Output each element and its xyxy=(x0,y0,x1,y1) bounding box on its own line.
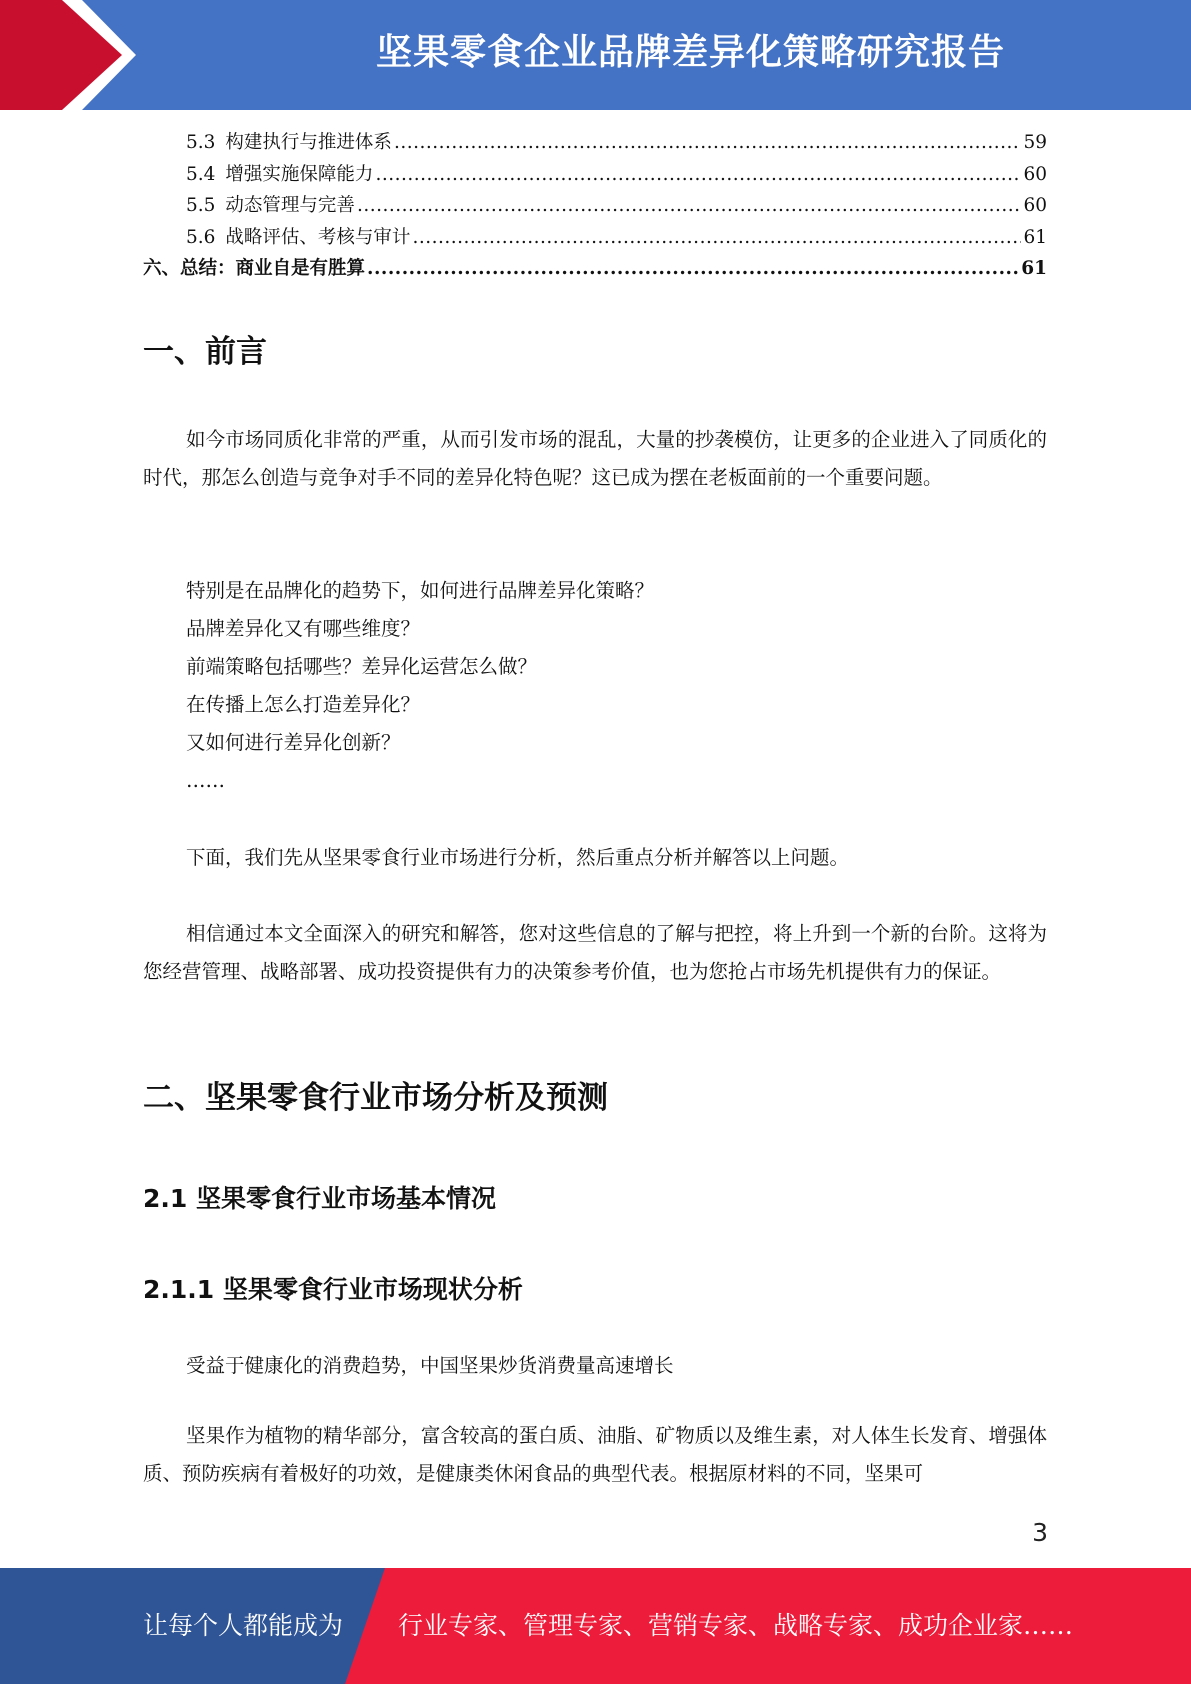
toc-entry-number: 5.6 xyxy=(186,226,216,248)
toc-leader-dots xyxy=(412,227,1021,248)
question-item: 特别是在品牌化的趋势下，如何进行品牌差异化策略？ xyxy=(186,579,655,602)
toc-entry-page: 61 xyxy=(1023,226,1047,248)
question-item: 在传播上怎么打造差异化？ xyxy=(186,693,421,716)
toc-entry-page: 59 xyxy=(1023,132,1047,153)
toc-entry-page: 60 xyxy=(1023,163,1047,185)
toc-leader-dots xyxy=(375,164,1021,185)
market-paragraph-2 xyxy=(143,1417,1047,1493)
table-of-contents xyxy=(143,128,1047,286)
toc-entry-number: 5.3 xyxy=(186,132,216,153)
toc-entry-label: 战略评估、考核与审计 xyxy=(225,226,411,248)
toc-entry-number: 5.5 xyxy=(186,195,216,216)
question-item: 又如何进行差异化创新？ xyxy=(186,731,401,754)
toc-entry[interactable] xyxy=(143,223,1047,255)
preface-paragraph-1 xyxy=(143,421,1047,497)
toc-entry[interactable] xyxy=(143,160,1047,192)
preface-paragraph-2 xyxy=(143,839,1047,877)
toc-entry-number: 5.4 xyxy=(186,163,216,185)
toc-leader-dots xyxy=(394,132,1022,153)
subsection-heading-2-1 xyxy=(143,1179,1047,1215)
section-preface xyxy=(143,326,1047,371)
toc-leader-dots xyxy=(357,195,1022,216)
preface-paragraph-3 xyxy=(143,915,1047,991)
toc-entry-label: 增强实施保障能力 xyxy=(225,163,374,185)
subsection-heading: 2.1 坚果零食行业市场基本情况 xyxy=(143,1184,496,1213)
question-item: 前端策略包括哪些？差异化运营怎么做？ xyxy=(186,655,538,678)
subsection-heading-2-1-1 xyxy=(143,1270,1047,1306)
header-banner xyxy=(0,0,1191,110)
section-heading: 二、坚果零食行业市场分析及预测 xyxy=(143,1080,608,1116)
market-paragraph-1 xyxy=(143,1347,1047,1385)
toc-leader-dots xyxy=(367,258,1019,279)
toc-entry[interactable] xyxy=(143,128,1047,160)
paragraph: 如今市场同质化非常的严重，从而引发市场的混乱，大量的抄袭模仿，让更多的企业进入了同质化的时代，那怎么创造与竞争对手不同的差异化特色呢？这已成为摆在老板面前的一个重要问题。 xyxy=(143,428,1047,489)
footer-banner xyxy=(0,1568,1191,1684)
toc-entry[interactable] xyxy=(143,191,1047,223)
toc-entry-label: 构建执行与推进体系 xyxy=(225,132,392,153)
toc-entry-chapter[interactable] xyxy=(143,254,1047,286)
subsection-heading: 2.1.1 坚果零食行业市场现状分析 xyxy=(143,1275,523,1304)
paragraph: 受益于健康化的消费趋势，中国坚果炒货消费量高速增长 xyxy=(186,1354,674,1377)
footer-slogan-right: 行业专家、管理专家、营销专家、战略专家、成功企业家…… xyxy=(398,1611,1074,1640)
paragraph: 相信通过本文全面深入的研究和解答，您对这些信息的了解与把控，将上升到一个新的台阶。这将为您经营管理、战略部署、成功投资提供有力的决策参考价值，也为您抢占市场先机提供有力的保证。 xyxy=(143,922,1047,983)
page-number: 3 xyxy=(1032,1518,1048,1547)
question-list xyxy=(143,572,1047,800)
section-market-analysis xyxy=(143,1072,1047,1117)
footer-slogan-left: 让每个人都能成为 xyxy=(143,1611,344,1640)
toc-entry-page: 61 xyxy=(1021,258,1047,279)
paragraph: 坚果作为植物的精华部分，富含较高的蛋白质、油脂、矿物质以及维生素，对人体生长发育、增强体质、预防疾病有着极好的功效，是健康类休闲食品的典型代表。根据原材料的不同，坚果可 xyxy=(143,1424,1047,1485)
toc-entry-label: 六、总结：商业自是有胜算 xyxy=(143,258,366,279)
header-red-arrow-shape xyxy=(0,0,150,110)
toc-entry-label: 动态管理与完善 xyxy=(225,195,355,216)
document-title: 坚果零食企业品牌差异化策略研究报告 xyxy=(375,32,1005,73)
toc-entry-page: 60 xyxy=(1023,195,1047,216)
question-item: 品牌差异化又有哪些维度？ xyxy=(186,617,421,640)
paragraph: 下面，我们先从坚果零食行业市场进行分析，然后重点分析并解答以上问题。 xyxy=(186,846,850,869)
question-ellipsis: …… xyxy=(186,769,225,792)
section-heading: 一、前言 xyxy=(143,334,267,370)
